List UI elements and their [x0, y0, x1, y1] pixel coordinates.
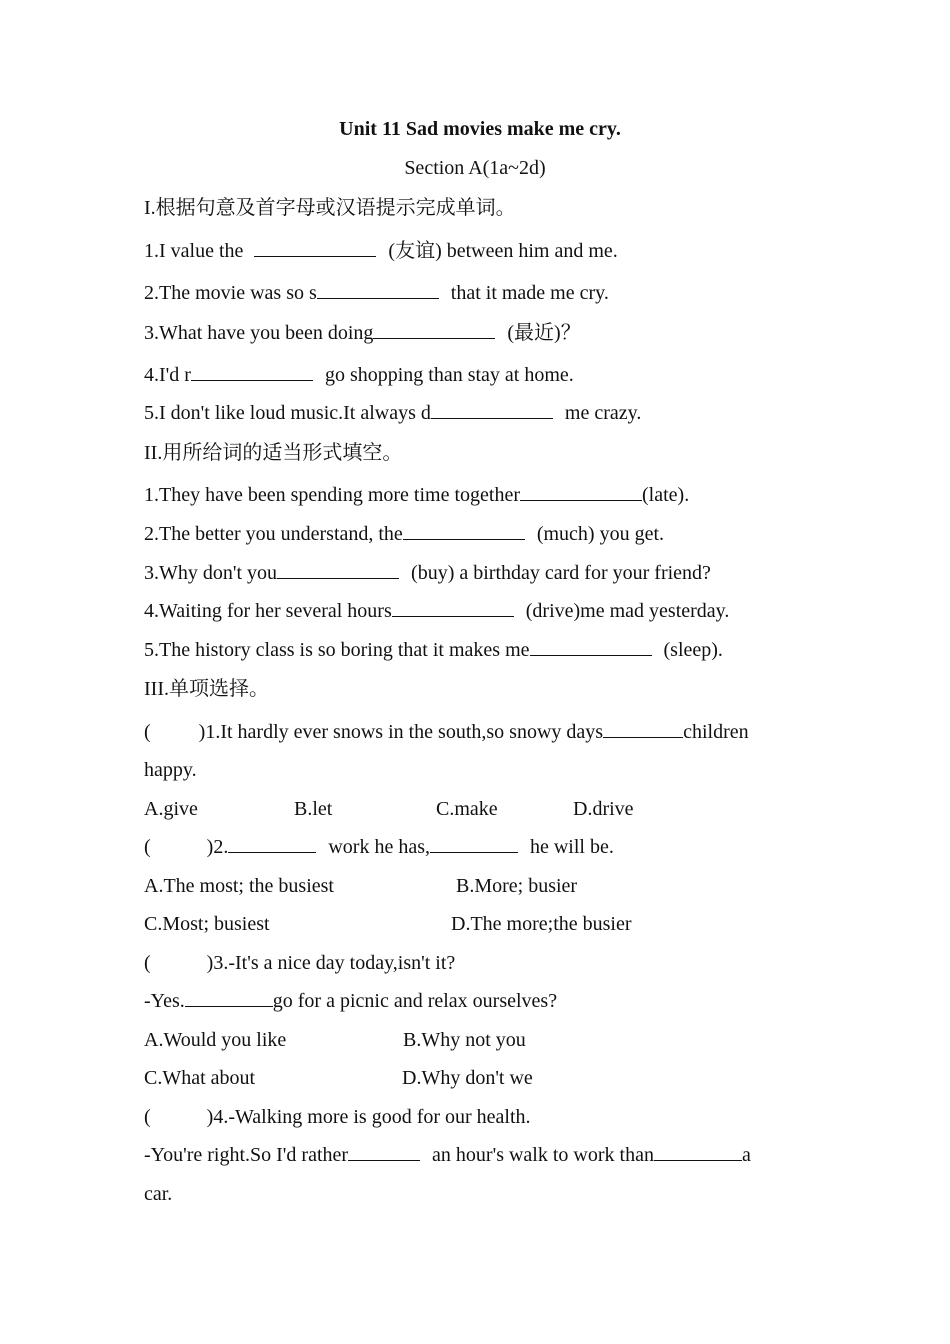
- question-continuation: [144, 1142, 751, 1168]
- answer-blank[interactable]: [373, 320, 495, 339]
- part3-question-4: [144, 1104, 531, 1130]
- question-continuation: happy.: [144, 759, 197, 781]
- answer-paren: (: [144, 721, 151, 743]
- answer-blank[interactable]: [520, 482, 642, 501]
- question-text: (much) you get.: [536, 523, 664, 545]
- part2-question-4: [144, 598, 729, 624]
- option-a: A.Would you like: [144, 1029, 287, 1051]
- option-d: D.Why don't we: [402, 1067, 533, 1089]
- question-text: -Yes.: [144, 990, 185, 1012]
- question-text: he will be.: [529, 836, 614, 858]
- question-text: (drive)me mad yesterday.: [525, 600, 730, 622]
- part2-heading: II.用所给词的适当形式填空。: [144, 442, 403, 464]
- option-c: C.What about: [144, 1067, 256, 1089]
- answer-paren: (: [144, 952, 151, 974]
- question-text: )3.-It's a nice day today,isn't it?: [206, 952, 456, 974]
- answer-blank[interactable]: [348, 1142, 420, 1161]
- part1-heading: I.根据句意及首字母或汉语提示完成单词。: [144, 197, 516, 219]
- option-d: D.The more;the busier: [451, 913, 632, 935]
- option-c: C.make: [436, 798, 498, 820]
- answer-blank[interactable]: [530, 637, 652, 656]
- part2-question-3: [144, 560, 711, 586]
- answer-blank[interactable]: [431, 400, 553, 419]
- question-text: 5.I don't like loud music.It always d: [144, 402, 431, 424]
- answer-blank[interactable]: [254, 238, 376, 257]
- question-text: a: [741, 1144, 751, 1166]
- question-text: -You're right.So I'd rather: [144, 1144, 349, 1166]
- question-text: (late).: [642, 484, 690, 506]
- question-text: )1.It hardly ever snows in the south,so snowy days: [198, 721, 604, 743]
- question-text: 4.I'd r: [144, 364, 191, 386]
- question-text: work he has,: [328, 836, 430, 858]
- section-subtitle: Section A(1a~2d): [404, 157, 546, 179]
- question-text: 2.The better you understand, the: [144, 523, 403, 545]
- part1-question-3: [144, 320, 581, 346]
- answer-blank[interactable]: [277, 560, 399, 579]
- question-text: )2.: [206, 836, 229, 858]
- question-text: 1.I value the: [144, 240, 244, 262]
- part1-question-1: [144, 238, 618, 264]
- question-text: )4.-Walking more is good for our health.: [206, 1106, 531, 1128]
- answer-blank[interactable]: [403, 521, 525, 540]
- question-text: 3.What have you been doing: [144, 322, 374, 344]
- part1-question-4: [144, 362, 574, 388]
- answer-blank[interactable]: [430, 834, 518, 853]
- answer-blank[interactable]: [654, 1142, 742, 1161]
- question-text: (最近)？: [507, 322, 581, 344]
- question-text: 2.The movie was so s: [144, 282, 317, 304]
- question-text: 4.Waiting for her several hours: [144, 600, 392, 622]
- answer-blank[interactable]: [191, 362, 313, 381]
- option-c: C.Most; busiest: [144, 913, 270, 935]
- part2-question-2: [144, 521, 664, 547]
- question-continuation: car.: [144, 1183, 173, 1205]
- part1-question-5: [144, 400, 641, 426]
- answer-paren: (: [144, 836, 151, 858]
- part2-question-5: [144, 637, 723, 663]
- part3-question-3: [144, 950, 455, 976]
- option-a: A.give: [144, 798, 198, 820]
- part2-question-1: [144, 482, 689, 508]
- option-b: B.More; busier: [456, 875, 578, 897]
- question-continuation: [144, 988, 557, 1014]
- question-text: go for a picnic and relax ourselves?: [272, 990, 558, 1012]
- question-text: (sleep).: [663, 639, 723, 661]
- question-text: go shopping than stay at home.: [324, 364, 574, 386]
- question-text: children: [683, 721, 749, 743]
- question-text: that it made me cry.: [450, 282, 609, 304]
- question-text: me crazy.: [564, 402, 642, 424]
- question-text: (buy) a birthday card for your friend?: [411, 562, 711, 584]
- part1-question-2: [144, 280, 609, 306]
- question-text: (友谊) between him and me.: [388, 240, 618, 262]
- option-b: B.let: [294, 798, 333, 820]
- part3-question-2: [144, 834, 614, 860]
- answer-blank[interactable]: [185, 988, 273, 1007]
- option-d: D.drive: [573, 798, 634, 820]
- part3-question-1: [144, 719, 749, 745]
- answer-blank[interactable]: [317, 280, 439, 299]
- question-text: 1.They have been spending more time together: [144, 484, 520, 506]
- page-title: Unit 11 Sad movies make me cry.: [339, 118, 621, 140]
- question-text: 3.Why don't you: [144, 562, 278, 584]
- question-text: an hour's walk to work than: [432, 1144, 654, 1166]
- question-text: 5.The history class is so boring that it makes me: [144, 639, 530, 661]
- option-a: A.The most; the busiest: [144, 875, 334, 897]
- answer-paren: (: [144, 1106, 151, 1128]
- option-b: B.Why not you: [403, 1029, 526, 1051]
- answer-blank[interactable]: [603, 719, 683, 738]
- answer-blank[interactable]: [228, 834, 316, 853]
- part3-heading: III.单项选择。: [144, 678, 269, 700]
- answer-blank[interactable]: [392, 598, 514, 617]
